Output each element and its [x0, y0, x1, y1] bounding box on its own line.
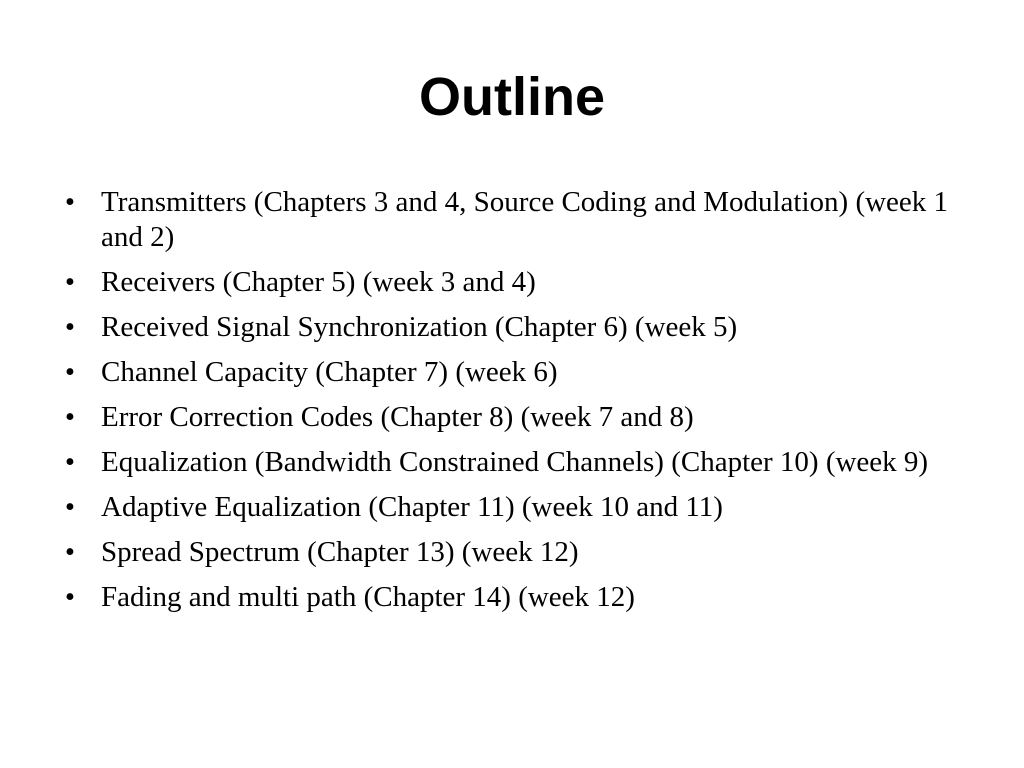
- list-item-text: Fading and multi path (Chapter 14) (week 12): [101, 581, 635, 613]
- list-item-text: Equalization (Bandwidth Constrained Channels) (Chapter 10) (week 9): [101, 446, 929, 478]
- bullet-icon: •: [64, 266, 76, 298]
- bullet-icon: •: [64, 311, 76, 343]
- slide-title: Outline: [419, 67, 605, 127]
- list-item: [60, 490, 960, 525]
- list-item: [60, 445, 960, 480]
- list-item: [60, 185, 960, 255]
- list-item-text: Receivers (Chapter 5) (week 3 and 4): [101, 266, 536, 298]
- bullet-icon: •: [64, 186, 76, 218]
- bullet-icon: •: [64, 401, 76, 433]
- bullet-icon: •: [64, 581, 76, 613]
- list-item-text: Adaptive Equalization (Chapter 11) (week 10 and 11): [101, 491, 723, 523]
- list-item: [60, 265, 960, 300]
- list-item-text: Spread Spectrum (Chapter 13) (week 12): [101, 536, 579, 568]
- list-item-text: Error Correction Codes (Chapter 8) (week 7 and 8): [101, 401, 694, 433]
- list-item: [60, 580, 960, 615]
- list-item-text: Received Signal Synchronization (Chapter 6) (week 5): [101, 311, 738, 343]
- bullet-icon: •: [64, 536, 76, 568]
- list-item: [60, 355, 960, 390]
- bullet-icon: •: [64, 491, 76, 523]
- list-item: [60, 535, 960, 570]
- bullet-icon: •: [64, 356, 76, 388]
- outline-list: [60, 185, 960, 625]
- list-item: [60, 310, 960, 345]
- list-item: [60, 400, 960, 435]
- list-item-text: Channel Capacity (Chapter 7) (week 6): [101, 356, 558, 388]
- list-item-text: Transmitters (Chapters 3 and 4, Source Coding and Modulation) (week 1 and 2): [101, 186, 949, 253]
- bullet-icon: •: [64, 446, 76, 478]
